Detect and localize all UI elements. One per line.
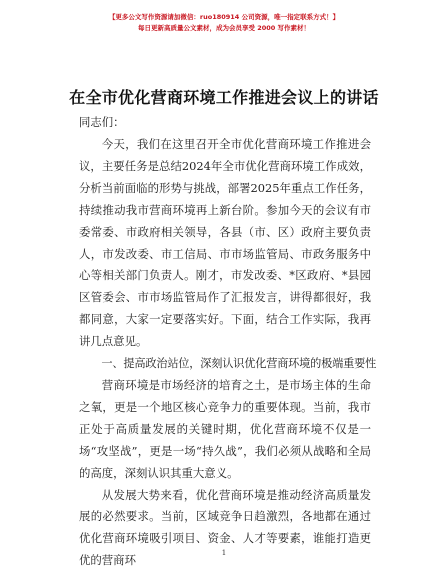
document-body bbox=[79, 134, 377, 572]
promo-banner-line-2: 每日更新高质量公文素材，成为会员享受 2000 写作素材！ bbox=[137, 24, 311, 32]
promo-banner-line-1: 【更多公文写作资源请加微信：ruo180914 公司资源，唯一指定联系方式！】 bbox=[108, 13, 340, 21]
section-heading-1: 一、提高政治站位，深刻认识优化营商环境的极端重要性 bbox=[101, 357, 377, 371]
section-paragraph-1: 营商环境是市场经济的培育之土，是市场主体的生命之氧，更是一个地区核心竞争力的重要体现。当前，我市正处于高质量发展的关键时期，优化营商环境不仅是一场“攻坚战”，更是一场“持久战”，我们必须从战略和全局的高度，深刻认识其重大意义。 bbox=[79, 377, 371, 480]
salutation: 同志们： bbox=[79, 115, 125, 129]
body-paragraph-1: 今天，我们在这里召开全市优化营商环境工作推进会议，主要任务是总结2024年全市优化营商环境工作成效，分析当前面临的形势与挑战，部署2025年重点工作任务，持续推动我市营商环境再上新台阶。参加今天的会议有市委常委、市政府相关领导，各县（市、区）政府主要负责人，市发改委、市工信局、市市场监管局、市政务服务中心等相关部门负责人。刚才，市发改委、*区政府、*县园区管委会、市市场监管局作了汇报发言，讲得都很好，我都同意，大家一定要落实好。下面，结合工作实际，我再讲几点意见。 bbox=[79, 137, 371, 349]
page-number: 1 bbox=[221, 549, 227, 557]
document-title: 在全市优化营商环境工作推进会议上的讲话 bbox=[69, 88, 379, 107]
section-paragraph-2: 从发展大势来看，优化营商环境是推动经济高质量发展的必然要求。当前，区域竞争日趋激烈，各地都在通过优化营商环境吸引项目、资金、人才等要素，谁能打造更优的营商环 bbox=[79, 487, 371, 568]
